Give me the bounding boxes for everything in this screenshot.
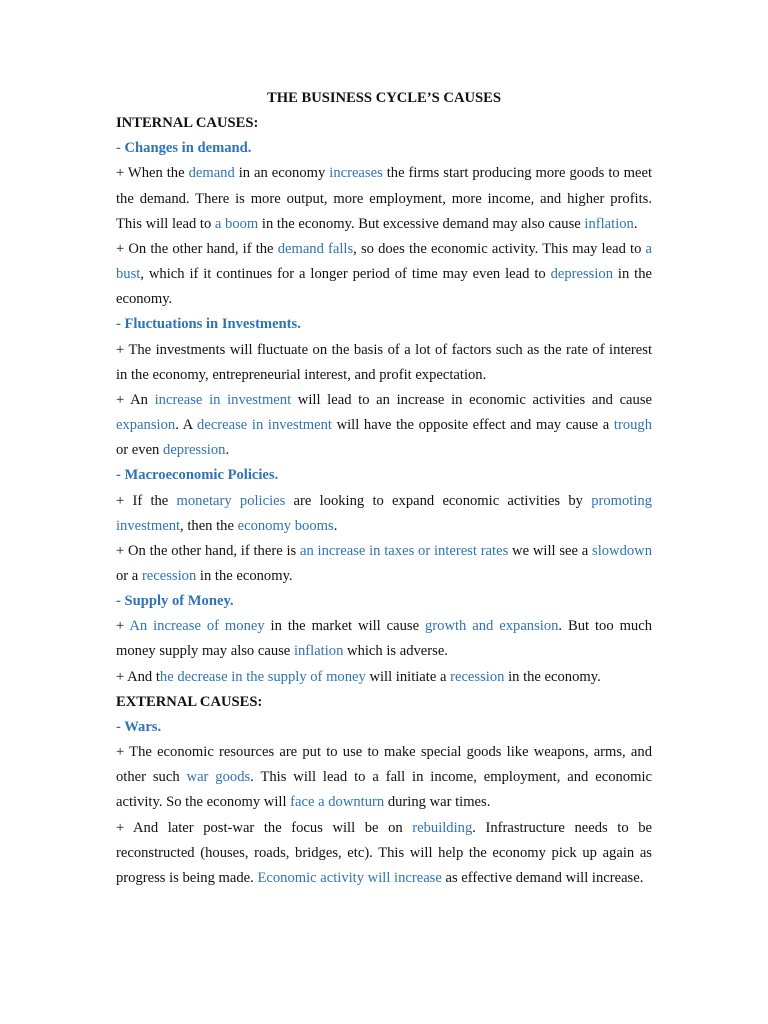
paragraph-post-war [116, 816, 652, 891]
text-run: + If the [116, 492, 177, 509]
paragraph-demand-increase [116, 161, 652, 236]
text-run: as effective demand will increase. [441, 869, 644, 886]
heading-changes-in-demand: - Changes in demand. [116, 140, 252, 157]
highlighted-term: An increase of money [129, 618, 265, 635]
highlighted-term: trough [613, 417, 653, 434]
text-run: . But too much money supply may also cause [116, 618, 652, 660]
text-run: + [116, 618, 130, 635]
highlighted-term: he decrease in the supply of money [159, 668, 366, 685]
highlighted-term: economy booms [237, 517, 334, 534]
text-run: will have the opposite effect and may cause a [331, 417, 614, 434]
text-run: + On the other hand, if there is [116, 542, 300, 559]
text-run: in the economy. [196, 567, 293, 584]
highlighted-term: rebuilding [412, 819, 473, 836]
text-run: , then the [180, 517, 238, 534]
text-run: . [225, 442, 230, 459]
highlighted-term: war goods [186, 769, 251, 786]
document-title: THE BUSINESS CYCLE’S CAUSES [267, 90, 501, 106]
highlighted-term: demand falls [277, 240, 354, 257]
paragraph-investment-factors [116, 338, 652, 388]
text-run: + On the other hand, if the [116, 240, 278, 257]
text-run: + And later post-war the focus will be on [116, 819, 413, 836]
text-run: + The investments will fluctuate on the basis of a lot of factors such as the rate of interest in the economy, entrepreneurial interest, and profit expectation. [116, 341, 652, 383]
section-external-causes: EXTERNAL CAUSES: [116, 693, 263, 710]
highlighted-term: inflation [293, 643, 344, 660]
highlighted-term: decrease in investment [197, 417, 332, 434]
text-run: during war times. [384, 794, 491, 811]
heading-supply-of-money: - Supply of Money. [116, 593, 234, 610]
highlighted-term: face a downturn [290, 794, 385, 811]
text-run: will lead to an increase in economic activities and cause [291, 391, 652, 408]
paragraph-war-goods [116, 740, 652, 815]
text-run: in an economy [234, 165, 330, 182]
paragraph-investment-effects [116, 388, 652, 463]
text-run: will initiate a [365, 668, 451, 685]
highlighted-term: recession [450, 668, 505, 685]
paragraph-money-decrease [116, 665, 652, 690]
highlighted-term: growth and expansion [424, 618, 559, 635]
text-run: + The economic resources are put to use to make special goods like weapons, arms, and other such [116, 744, 652, 786]
paragraph-money-increase [116, 614, 652, 664]
text-run: . Infrastructure needs to be reconstructed (houses, roads, bridges, etc). This will help the economy pick up again as progress is being made. [116, 819, 652, 886]
text-run: . A [175, 417, 198, 434]
highlighted-term: increases [329, 165, 383, 182]
highlighted-term: slowdown [592, 542, 653, 559]
document-body [116, 86, 652, 891]
highlighted-term: promoting investment [116, 492, 653, 534]
text-run: or a [116, 567, 142, 584]
text-run: + An [116, 391, 155, 408]
text-run: in the market will cause [264, 618, 425, 635]
section-internal-causes: INTERNAL CAUSES: [116, 115, 259, 132]
paragraph-monetary-policies [116, 489, 652, 539]
paragraph-taxes-interest [116, 539, 652, 589]
text-run: we will see a [508, 542, 593, 559]
text-run: , which if it continues for a longer period of time may even lead to [140, 266, 551, 283]
highlighted-term: inflation [584, 215, 634, 232]
heading-wars: - Wars. [116, 718, 162, 735]
text-run: which is adverse. [343, 643, 448, 660]
highlighted-term: Economic activity will increase [257, 869, 442, 886]
highlighted-term: expansion [116, 417, 176, 434]
text-run: . This will lead to a fall in income, employment, and economic activity. So the economy will [116, 769, 652, 811]
heading-macroeconomic-policies: - Macroeconomic Policies. [116, 467, 279, 484]
text-run: in the economy. [116, 266, 652, 308]
highlighted-term: a bust [116, 240, 652, 283]
highlighted-term: increase in investment [154, 391, 292, 408]
text-run: , so does the economic activity. This may lead to [353, 240, 646, 257]
highlighted-term: depression [550, 266, 614, 283]
text-run: . [333, 517, 338, 534]
highlighted-term: depression [163, 442, 226, 459]
text-run: . [633, 215, 638, 232]
text-run: or even [116, 442, 164, 459]
text-run: + And t [116, 668, 160, 685]
highlighted-term: monetary policies [176, 492, 286, 509]
paragraph-demand-falls [116, 237, 652, 312]
text-run: + When the [116, 165, 189, 182]
highlighted-term: an increase in taxes or interest rates [299, 542, 509, 559]
text-run: in the economy. [504, 668, 601, 685]
highlighted-term: a boom [214, 215, 259, 232]
highlighted-term: demand [188, 165, 235, 182]
text-run: are looking to expand economic activities by [285, 492, 592, 509]
text-run: the firms start producing more goods to meet the demand. There is more output, more employment, more income, and higher profits. This will lead to [116, 165, 653, 232]
heading-fluctuations-in-investments: - Fluctuations in Investments. [116, 316, 301, 333]
highlighted-term: recession [141, 567, 197, 584]
text-run: in the economy. But excessive demand may also cause [258, 215, 585, 232]
